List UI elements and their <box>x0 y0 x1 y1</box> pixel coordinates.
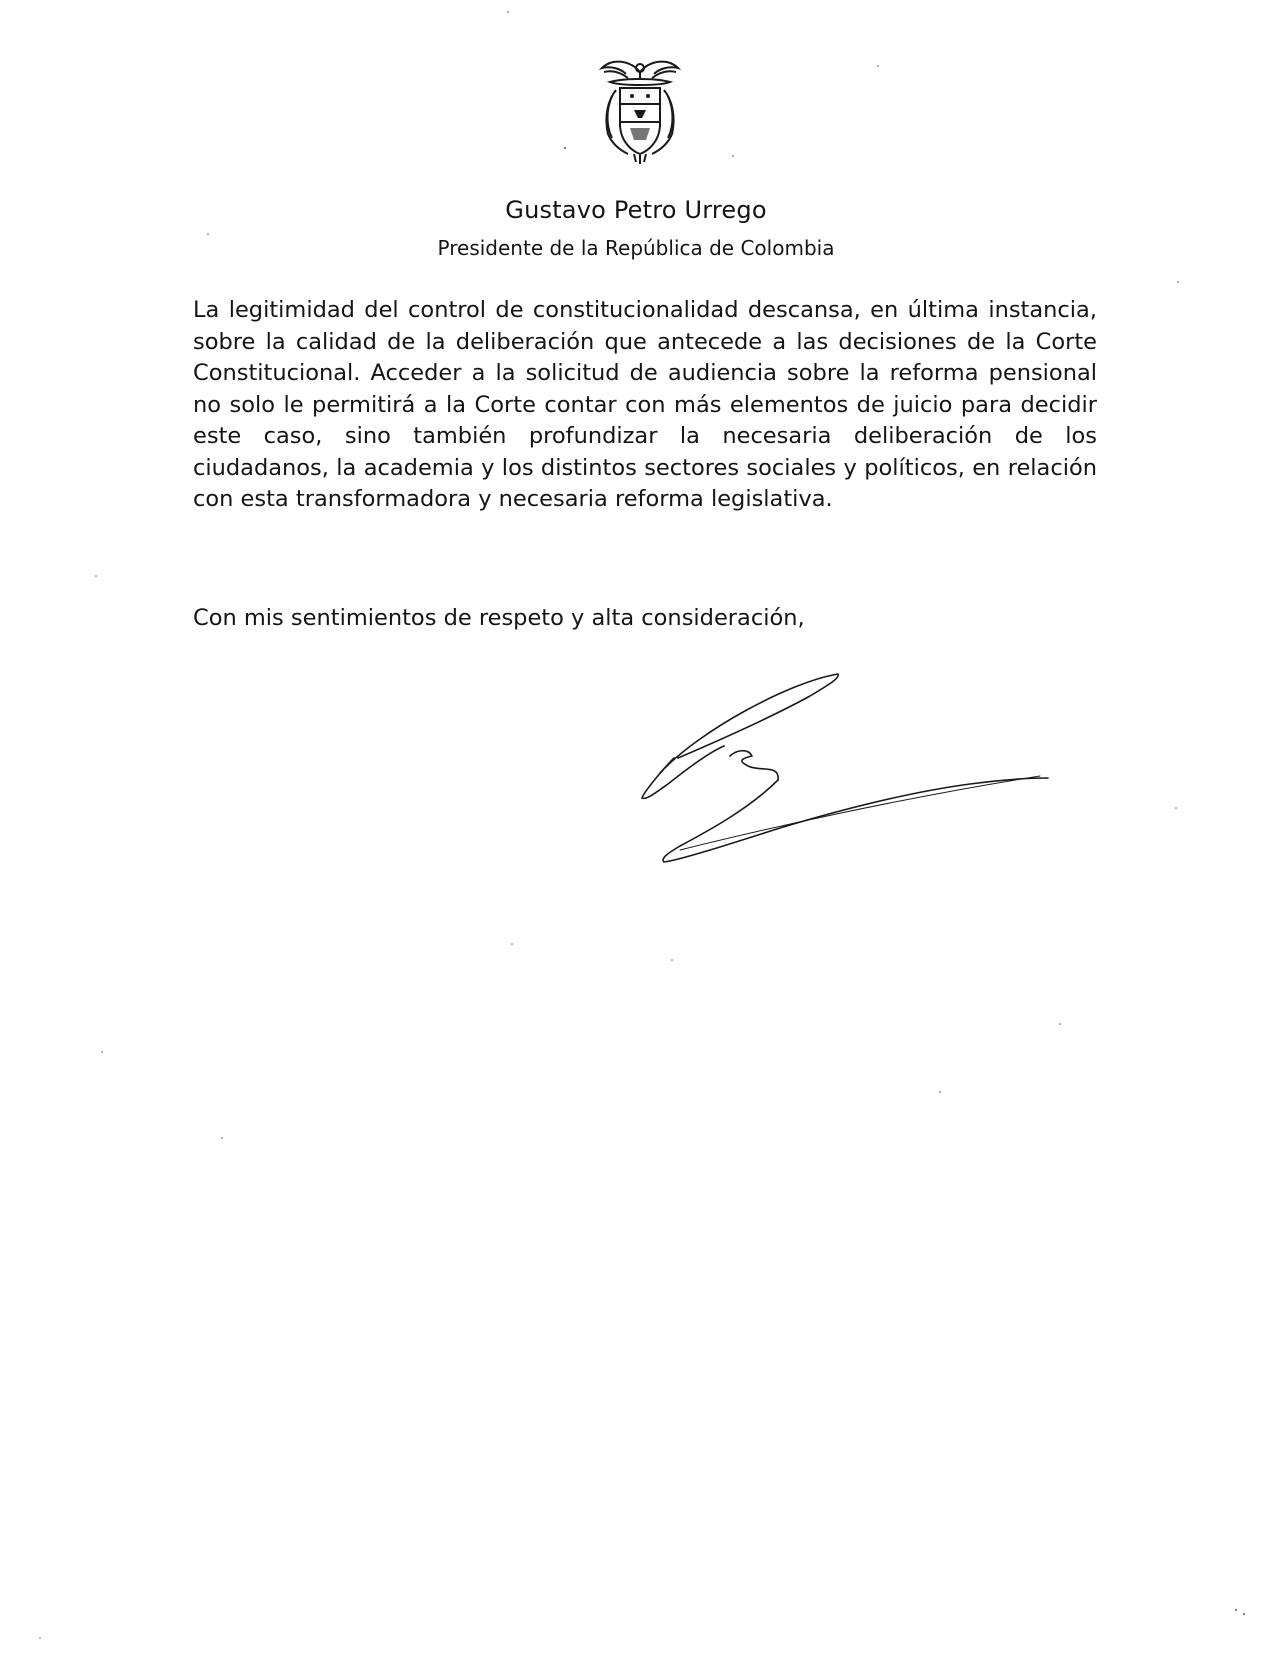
closing-line: Con mis sentimientos de respeto y alta consideración, <box>193 605 805 631</box>
signature-mark <box>640 660 1070 880</box>
body-paragraph: La legitimidad del control de constitucionalidad descansa, en última instancia, sobre la calidad de la deliberación que antecede a las decisiones de la Corte Constitucional. Acceder a la solicitud de audiencia sobre la reforma pensional no solo le permitirá a la Corte contar con más elementos de juicio para decidir este caso, sino también profundizar la necesaria deliberación de los ciudadanos, la academia y los distintos sectores sociales y políticos, en relación con esta transformadora y necesaria reforma legislativa. <box>193 297 1097 512</box>
sender-title: Presidente de la República de Colombia <box>437 236 835 260</box>
sender-name: Gustavo Petro Urrego <box>505 196 767 224</box>
coat-of-arms-icon <box>590 54 690 166</box>
